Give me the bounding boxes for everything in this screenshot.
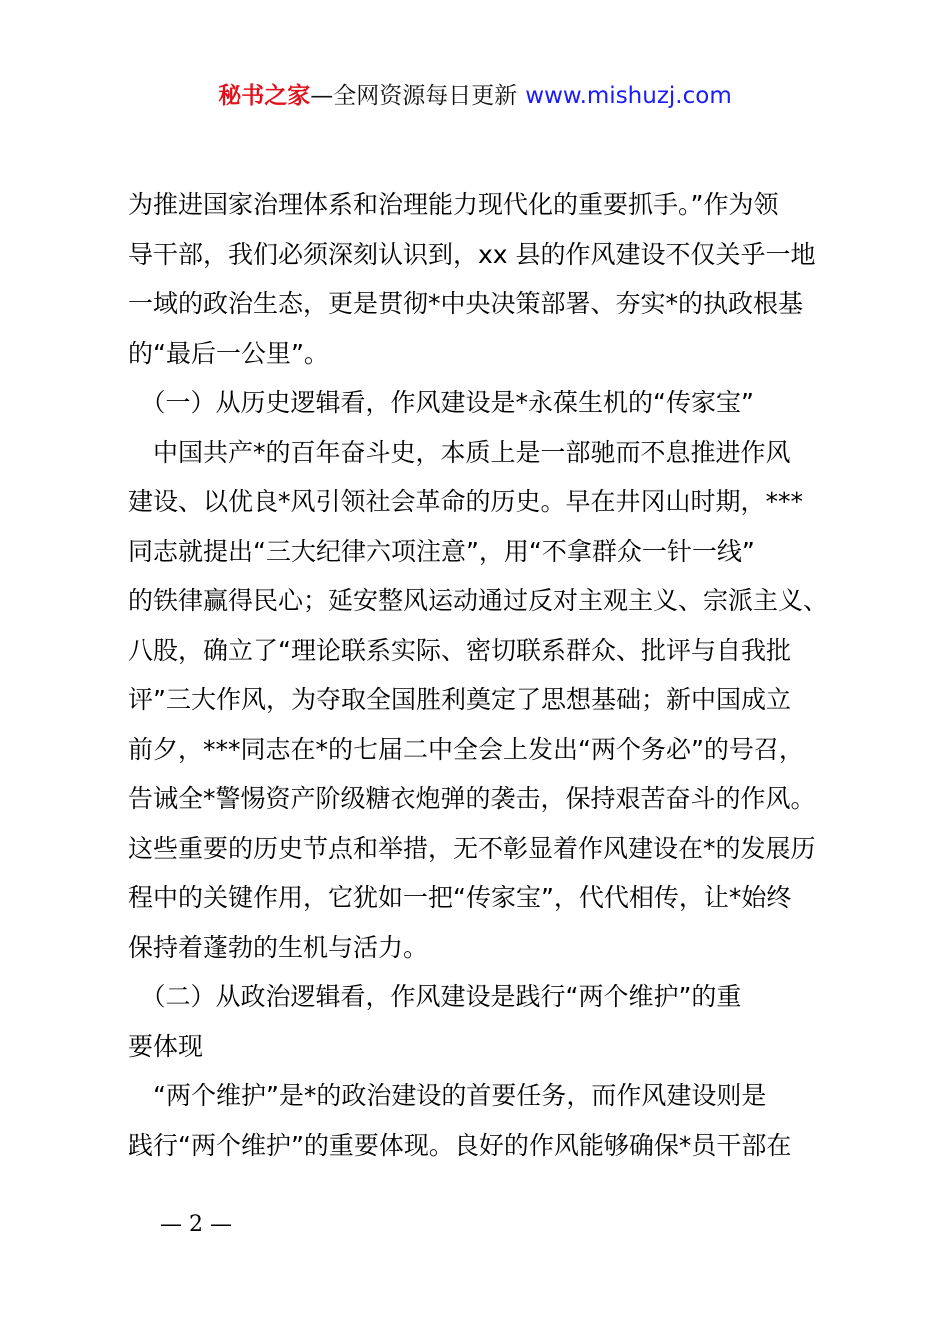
text-line: 的“最后一公里”。 (128, 338, 329, 368)
text-line: 一域的政治生态，更是贯彻*中央决策部署、夯实*的执政根基 (128, 289, 804, 318)
text-line: 践行“两个维护”的重要体现。良好的作风能够确保*员干部在 (128, 1130, 792, 1160)
text-line: “两个维护”是*的政治建设的首要任务，而作风建设则是 (128, 1081, 767, 1110)
text-line: 评”三大作风，为夺取全国胜利奠定了思想基础；新中国成立 (128, 685, 791, 714)
page-number: — 2 — (160, 1212, 232, 1237)
brand-name: 秘书之家 (218, 83, 311, 109)
text-line: 程中的关键作用，它犹如一把“传家宝”，代代相传，让*始终 (128, 883, 792, 912)
text-line: 同志就提出“三大纪律六项注意”，用“不拿群众一针一线” (128, 536, 755, 566)
text-line: 告诫全*警惕资产阶级糖衣炮弹的袭击，保持艰苦奋斗的作风。 (128, 784, 816, 813)
section-heading-1: （一）从历史逻辑看，作风建设是*永葆生机的“传家宝” (128, 388, 754, 417)
text-line: 导干部，我们必须深刻认识到，xx 县的作风建设不仅关乎一地 (128, 239, 816, 269)
section-heading-2: （二）从政治逻辑看，作风建设是践行“两个维护”的重 (128, 982, 742, 1011)
document-body (128, 180, 848, 1170)
text-line: 八股，确立了“理论联系实际、密切联系群众、批评与自我批 (128, 635, 791, 665)
text-line: 前夕，***同志在*的七届二中全会上发出“两个务必”的号召， (128, 734, 804, 764)
text-line: 保持着蓬勃的生机与活力。 (128, 932, 429, 962)
header-slogan: —全网资源每日更新 (310, 83, 518, 109)
text-line: 建设、以优良*风引领社会革命的历史。早在井冈山时期，*** (128, 487, 804, 516)
site-url: www.mishuzj.com (525, 83, 732, 109)
page-header (0, 78, 950, 114)
text-line: 的铁律赢得民心；延安整风运动通过反对主观主义、宗派主义、 (128, 586, 829, 615)
text-line: 中国共产*的百年奋斗史，本质上是一部驰而不息推进作风 (128, 437, 791, 467)
text-line: 这些重要的历史节点和举措，无不彰显着作风建设在*的发展历 (128, 833, 816, 863)
text-line: 为推进国家治理体系和治理能力现代化的重要抓手。”作为领 (128, 190, 779, 219)
section-heading-2-cont: 要体现 (128, 1031, 204, 1061)
